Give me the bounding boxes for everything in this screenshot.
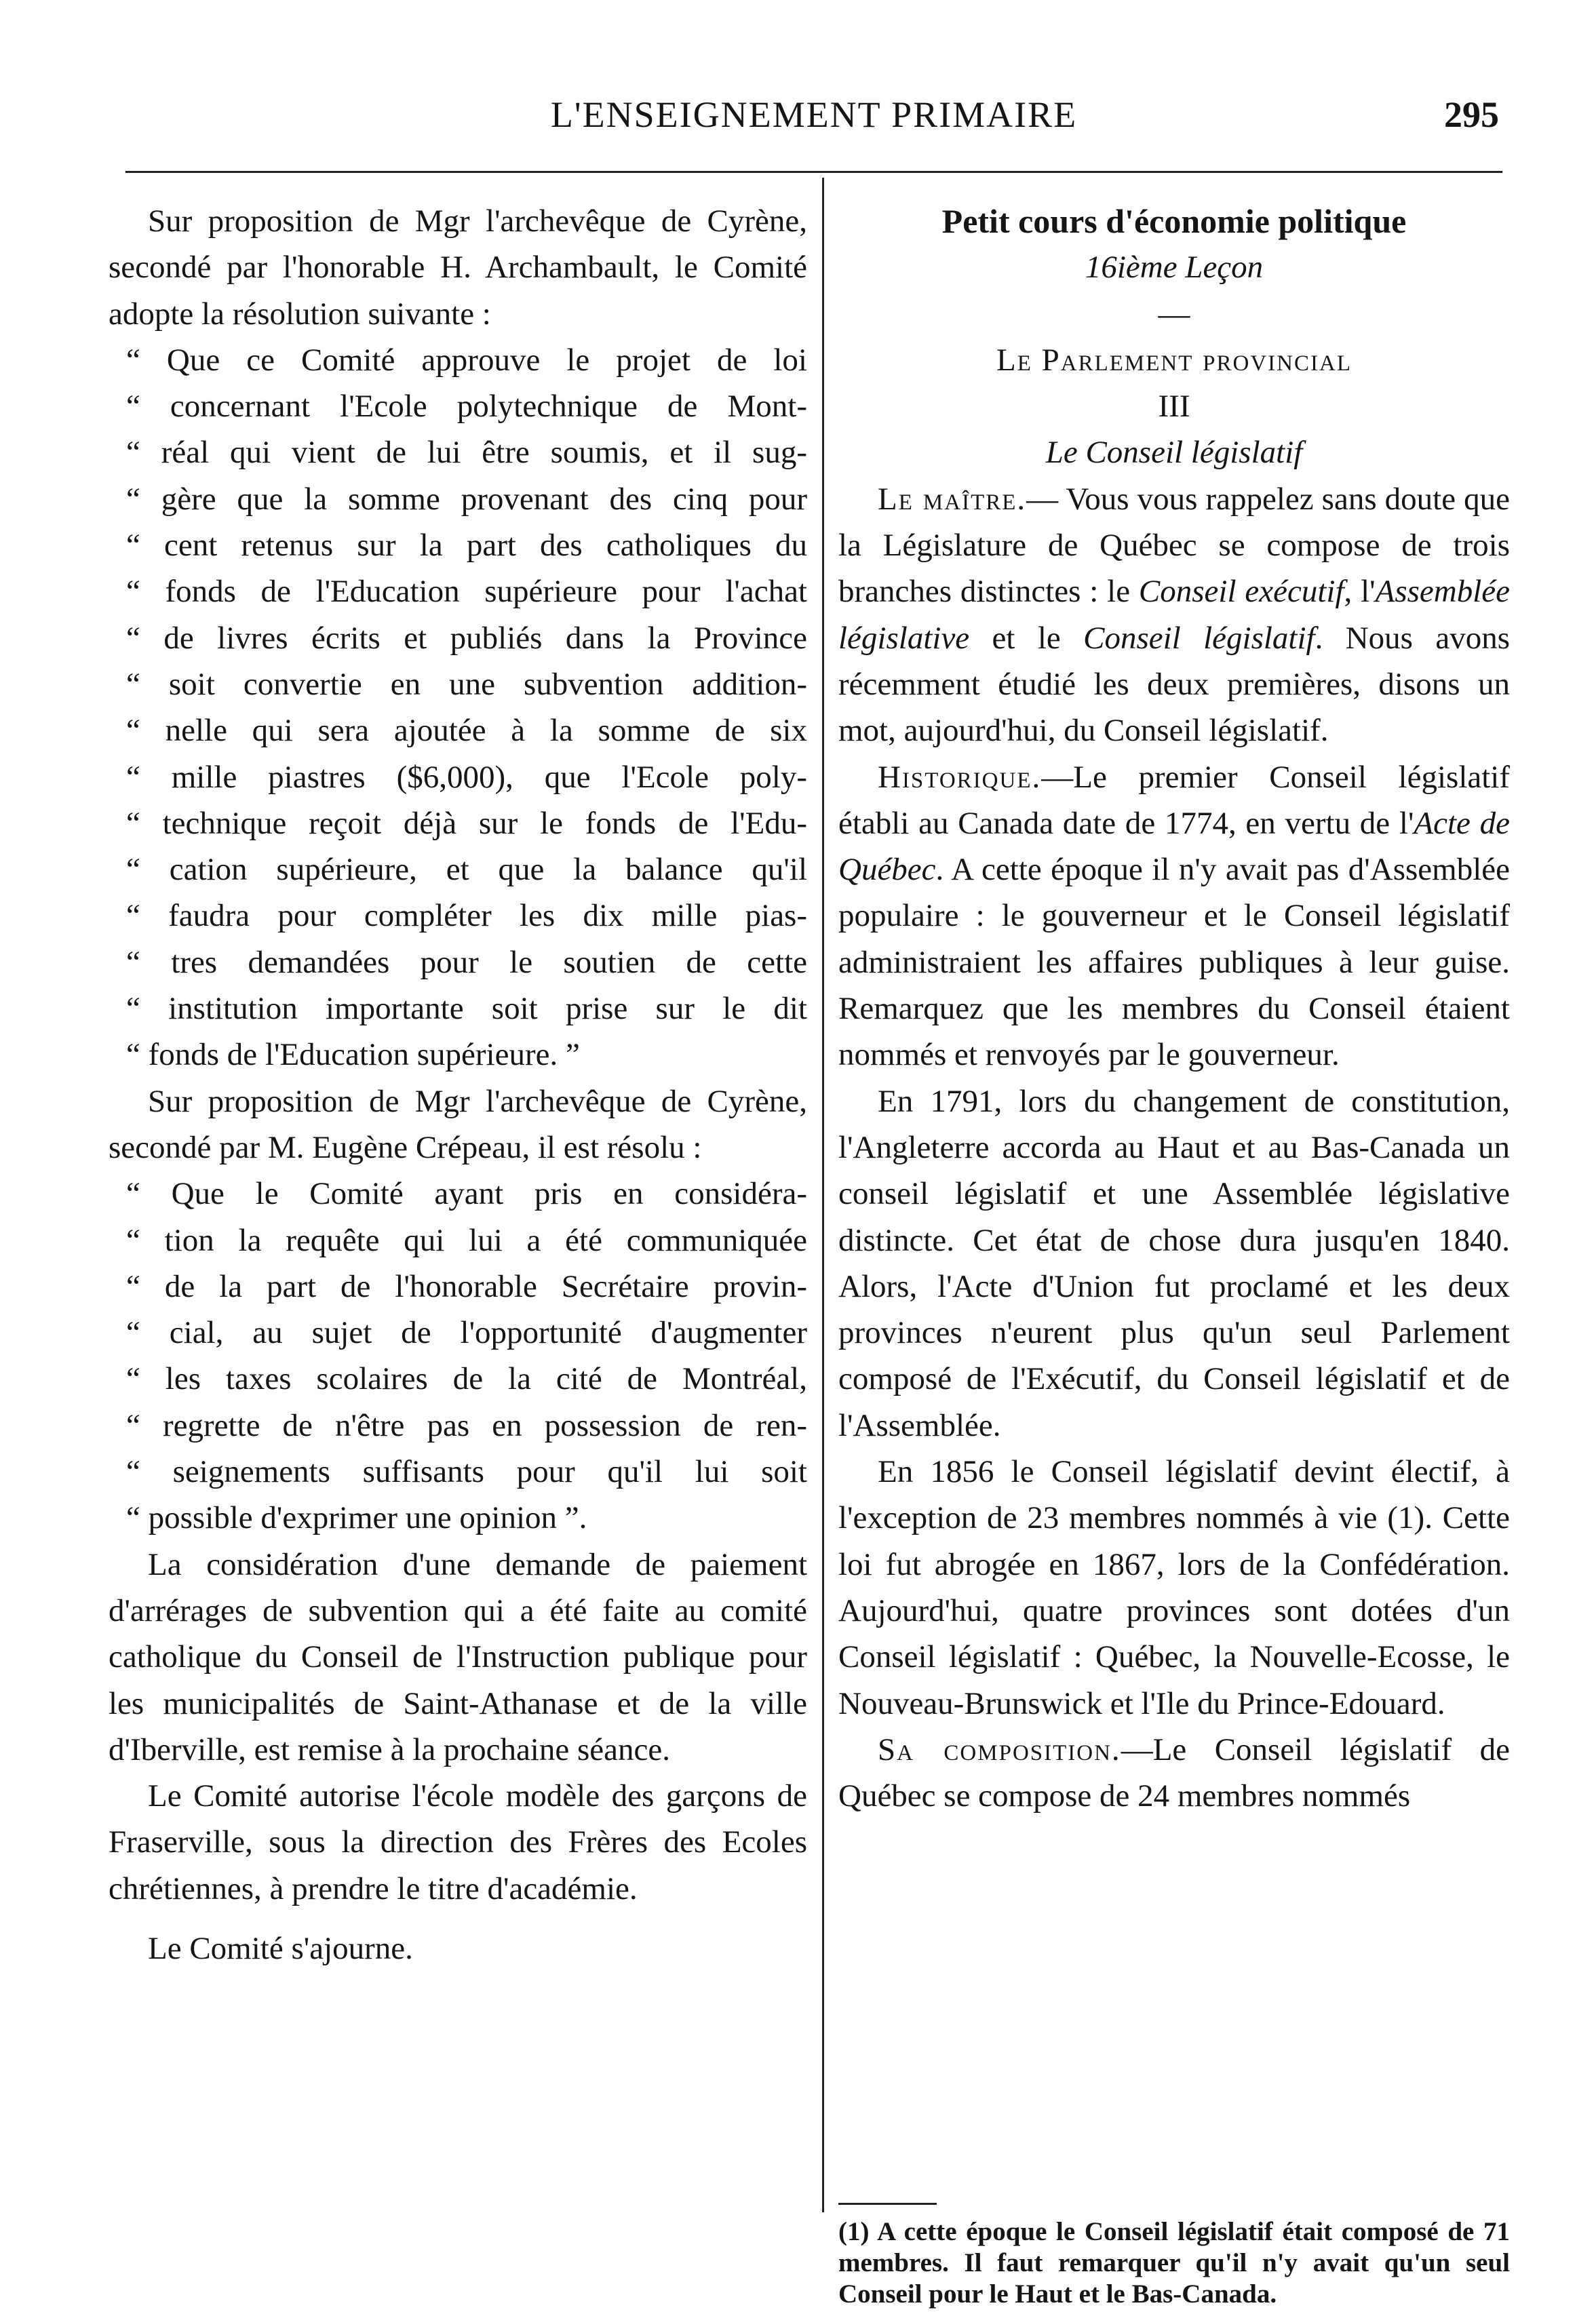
paragraph: Sur proposition de Mgr l'archevêque de Cyrène, secondé par M. Eugène Crépeau, il est résolu : [109,1083,807,1165]
quote-line: “ tion la requête qui lui a été communiquée [126,1222,807,1258]
running-title: L'ENSEIGNEMENT PRIMAIRE [550,94,1078,135]
quote-line: “ cent retenus sur la part des catholiques du [126,528,807,564]
resolution-quote-2 [109,1171,807,1541]
text-run: —Le premier Conseil législatif établi au Canada date de 1774, en vertu de l' [838,759,1510,841]
italic-run: Assemblée législative [838,574,1510,656]
page-number: 295 [1444,94,1499,135]
spacer [109,1912,807,1925]
italic-run: Acte de Québec [838,805,1510,888]
right-column [838,198,1510,1819]
text-run: et le [969,620,1084,656]
paragraph: La considération d'une demande de paiement d'arrérages de subvention qui a été faite au comité catholique du Conseil de l'Instruction publique pour les municipalités de Saint-Athanase et de la ville d'Iberville, est remise à la prochaine séance. [109,1546,807,1767]
quote-line: “ nelle qui sera ajoutée à la somme de six [126,713,807,749]
text-run: — Vous vous rappelez sans doute que la Législature de Québec se compose de trois branches distinctes : le [838,481,1510,610]
article-title: Petit cours d'économie politique [941,202,1407,240]
subsection-heading: Le Conseil législatif [1045,435,1303,471]
text-run: —Le Conseil législatif de Québec se compose de 24 membres nommés [838,1731,1510,1814]
paragraph: Le Comité autorise l'école modèle des garçons de Fraserville, sous la direction des Frères des Ecoles chrétiennes, à prendre le titre d'académie. [109,1778,807,1906]
section-heading: Le Parlement provincial [996,342,1352,378]
quote-line: “ de livres écrits et publiés dans la Province [126,620,807,656]
text-run: . Nous avons récemment étudié les deux premières, disons un mot, aujourd'hui, du Conseil législatif. [838,620,1510,749]
page-header [129,94,1499,141]
paragraph [838,754,1510,1078]
italic-run: Conseil législatif [1083,620,1315,656]
quote-line: “ fonds de l'Education supérieure. ” [126,1037,580,1073]
paragraph: En 1856 le Conseil législatif devint électif, à l'exception de 23 membres nommés à vie (1). Cette loi fut abrogée en 1867, lors de la Confédération. Aujourd'hui, quatre provinces sont dotées d'un Conseil législatif : Québec, la Nouvelle-Ecosse, le Nouveau-Brunswick et l'Ile du Prince-Edouard. [838,1454,1510,1721]
quote-line: “ les taxes scolaires de la cité de Montréal, [126,1361,807,1397]
paragraph: Sur proposition de Mgr l'archevêque de Cyrène, secondé par l'honorable H. Archambault, le Comité adopte la résolution suivante : [109,203,807,332]
italic-run: Conseil exécutif [1138,574,1344,610]
lesson-number: 16ième Leçon [1085,250,1264,286]
paragraph: En 1791, lors du changement de constitution, l'Angleterre accorda au Haut et au Bas-Canada un conseil législatif et une Assemblée législative distincte. Cet état de chose dura jusqu'en 1840. Alors, l'Acte d'Union fut proclamé et les deux provinces n'eurent plus qu'un seul Parlement composé de l'Exécutif, du Conseil législatif et de l'Assemblée. [838,1083,1510,1443]
quote-line: “ tres demandées pour le soutien de cette [126,944,807,980]
text-run: , l' [1344,574,1376,610]
quote-line: “ soit convertie en une subvention addition- [126,666,807,702]
quote-line: “ cation supérieure, et que la balance qu'il [126,852,807,888]
dash-separator: — [1158,296,1190,332]
header-rule [125,171,1502,173]
section-label: Sa composition. [878,1731,1121,1767]
section-label: Historique. [878,759,1042,795]
paragraph [838,476,1510,754]
text-run: . A cette époque il n'y avait pas d'Assemblée populaire : le gouverneur et le Conseil législatif administraient les affaires publiques à leur guise. Remarquez que les membres du Conseil étaient nommés et renvoyés par le gouverneur. [838,852,1510,1073]
quote-line: “ cial, au sujet de l'opportunité d'augmenter [126,1315,807,1351]
quote-line: “ institution importante soit prise sur le dit [126,991,807,1027]
quote-line: “ Que le Comité ayant pris en considéra- [126,1176,807,1212]
column-divider [822,178,824,2212]
quote-line: “ concernant l'Ecole polytechnique de Mont- [126,389,807,425]
paragraph [838,1727,1510,1820]
quote-line: “ possible d'exprimer une opinion ”. [126,1500,587,1536]
footnote-rule [838,2203,937,2205]
quote-line: “ mille piastres ($6,000), que l'Ecole poly- [126,759,807,795]
paragraph: Le Comité s'ajourne. [148,1930,413,1966]
quote-line: “ technique reçoit déjà sur le fonds de l'Edu- [126,805,807,841]
quote-line: “ regrette de n'être pas en possession de ren- [126,1407,807,1443]
resolution-quote-1 [109,337,807,1078]
quote-line: “ Que ce Comité approuve le projet de loi [126,342,807,378]
quote-line: “ fonds de l'Education supérieure pour l'achat [126,574,807,610]
footnote: (1) A cette époque le Conseil législatif était composé de 71 membres. Il faut remarquer qu'il n'y avait qu'un seul Conseil pour le Haut et le Bas-Canada. [838,2217,1510,2309]
section-number: III [1158,389,1190,425]
quote-line: “ seignements suffisants pour qu'il lui soit [126,1454,807,1490]
speaker-label: Le maître. [878,481,1027,517]
quote-line: “ réal qui vient de lui être soumis, et il sug- [126,435,807,471]
quote-line: “ faudra pour compléter les dix mille pias- [126,898,807,934]
quote-line: “ de la part de l'honorable Secrétaire provin- [126,1268,807,1304]
quote-line: “ gère que la somme provenant des cinq pour [126,481,807,517]
left-column [109,198,807,1972]
